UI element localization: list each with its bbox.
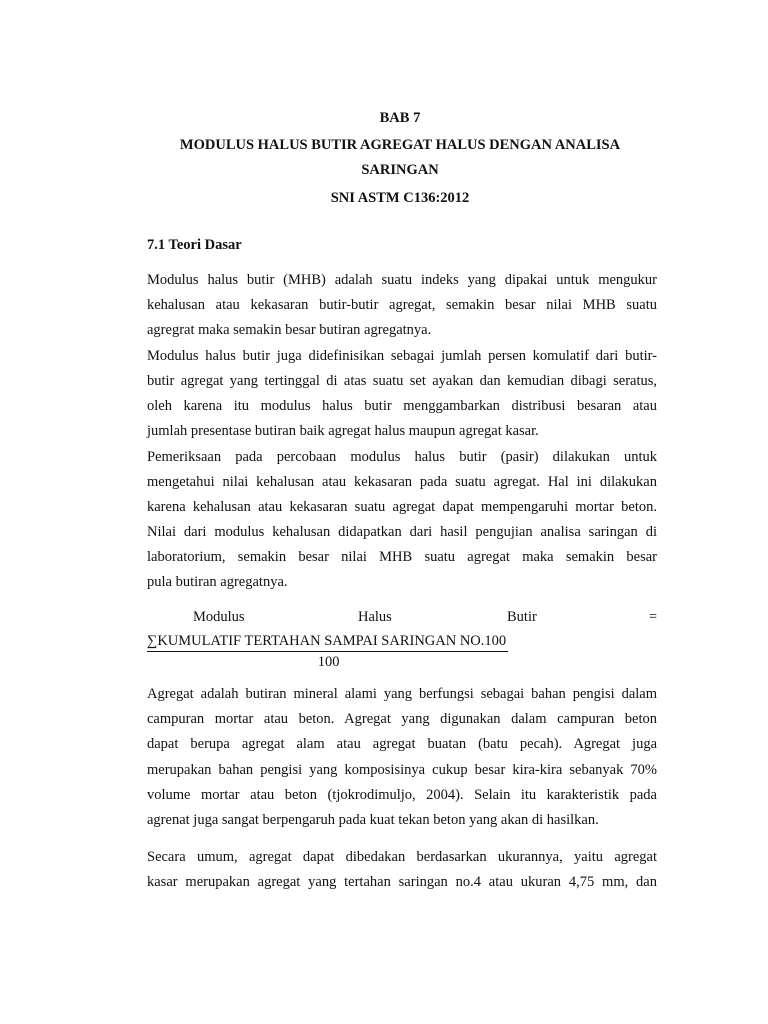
paragraph-line: butir agregat yang tertinggal di atas suatu set ayakan dan kemudian dibagi seratus,: [147, 373, 657, 389]
paragraph-line: Agregat adalah butiran mineral alami yang berfungsi sebagai bahan pengisi dalam: [147, 686, 657, 702]
paragraph-line: merupakan bahan pengisi yang komposisinya cukup besar kira-kira sebanyak 70%: [147, 761, 657, 778]
formula-numerator: ∑KUMULATIF TERTAHAN SAMPAI SARINGAN NO.100: [147, 632, 508, 652]
paragraph-line: agrenat juga sangat berpengaruh pada kuat tekan beton yang akan di hasilkan.: [147, 811, 599, 828]
paragraph-line: campuran mortar atau beton. Agregat yang digunakan dalam campuran beton: [147, 711, 657, 728]
paragraph-line: Pemeriksaan pada percobaan modulus halus butir (pasir) dilakukan untuk: [147, 449, 657, 465]
paragraph-line: kehalusan atau kekasaran butir-butir agregat, semakin besar nilai MHB suatu: [147, 297, 657, 313]
formula-word: Butir: [507, 609, 537, 625]
formula-fraction: [147, 632, 508, 671]
paragraph-line: Modulus halus butir juga didefinisikan sebagai jumlah persen komulatif dari butir-: [147, 348, 657, 364]
chapter-title-line-1: MODULUS HALUS BUTIR AGREGAT HALUS DENGAN ANALISA: [179, 137, 621, 153]
paragraph-line: kasar merupakan agregat yang tertahan saringan no.4 atau ukuran 4,75 mm, dan: [147, 874, 657, 890]
formula-word: Modulus: [193, 609, 245, 625]
paragraph-mhb-percent: [147, 347, 657, 447]
section-heading: 7.1 Teori Dasar: [147, 237, 242, 253]
formula-denominator: 100: [317, 654, 340, 670]
paragraph-line: volume mortar atau beton (tjokrodimuljo, 2004). Selain itu karakteristik pada: [147, 786, 657, 803]
formula-equals: =: [648, 609, 657, 625]
paragraph-line: oleh karena itu modulus halus butir menggambarkan distribusi besaran atau: [147, 398, 657, 414]
paragraph-line: laboratorium, semakin besar nilai MHB suatu agregat maka semakin besar: [147, 549, 657, 565]
paragraph-line: Modulus halus butir (MHB) adalah suatu indeks yang dipakai untuk mengukur: [147, 272, 657, 288]
paragraph-line: Secara umum, agregat dapat dibedakan berdasarkan ukurannya, yaitu agregat: [147, 849, 657, 865]
paragraph-line: karena kehalusan atau kekasaran suatu agregat dapat mempengaruhi mortar beton.: [147, 499, 657, 515]
paragraph-line: pula butiran agregatnya.: [147, 574, 288, 590]
chapter-number: BAB 7: [379, 110, 421, 126]
paragraph-line: mengetahui nilai kehalusan atau kekasaran pada suatu agregat. Hal ini dilakukan: [147, 474, 657, 490]
formula-label-row: [147, 608, 657, 626]
chapter-title-line-2: SARINGAN: [361, 162, 439, 178]
paragraph-line: dapat berupa agregat alam atau agregat buatan (batu pecah). Agregat juga: [147, 736, 657, 753]
chapter-standard: SNI ASTM C136:2012: [330, 190, 470, 206]
paragraph-mhb-definition: [147, 271, 657, 346]
paragraph-examination: [147, 448, 657, 598]
paragraph-line: Nilai dari modulus kehalusan didapatkan dari hasil pengujian analisa saringan di: [147, 524, 657, 540]
paragraph-line: jumlah presentase butiran baik agregat halus maupun agregat kasar.: [147, 423, 539, 439]
paragraph-aggregate-size: [147, 848, 657, 898]
paragraph-aggregate: [147, 685, 657, 836]
paragraph-line: agregrat maka semakin besar butiran agregatnya.: [147, 322, 432, 338]
formula-word: Halus: [358, 609, 392, 625]
